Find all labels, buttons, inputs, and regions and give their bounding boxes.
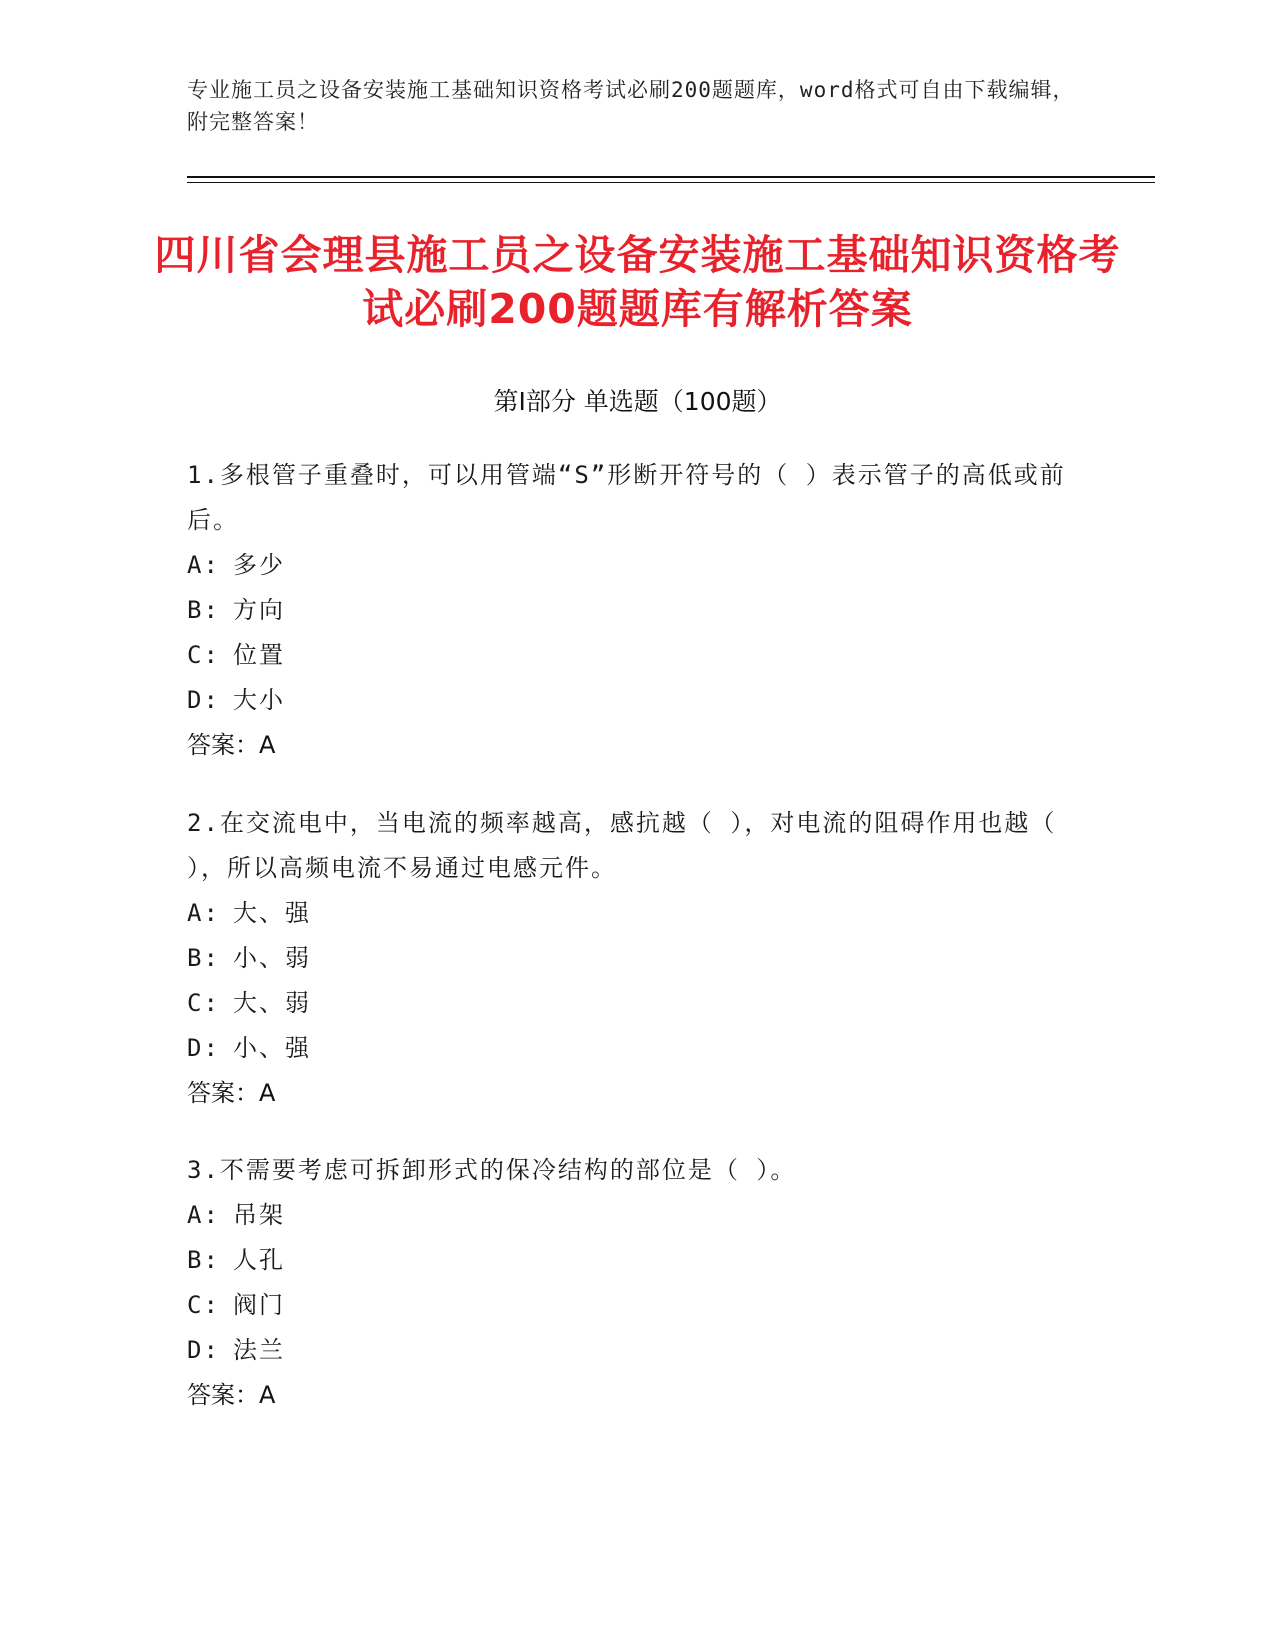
option-text: 大、强 — [233, 899, 311, 927]
option-a — [187, 891, 1087, 936]
option-text: 吊架 — [233, 1201, 285, 1229]
option-d — [187, 678, 1087, 723]
option-letter: B: — [187, 596, 220, 624]
option-letter: A: — [187, 899, 220, 927]
question-2 — [187, 801, 1087, 1116]
answer-line: 答案：A — [187, 1381, 276, 1409]
question-stem: 1.多根管子重叠时，可以用管端“S”形断开符号的（ ）表示管子的高低或前后。 — [187, 461, 1066, 534]
section-title: 第Ⅰ部分 单选题（100题） — [493, 387, 782, 416]
answer-line: 答案：A — [187, 1079, 276, 1107]
option-c — [187, 633, 1087, 678]
question-3 — [187, 1148, 1087, 1418]
option-text: 小、强 — [233, 1034, 311, 1062]
header-divider-thin — [187, 182, 1155, 183]
option-text: 位置 — [233, 641, 285, 669]
option-letter: C: — [187, 989, 220, 1017]
question-stem: 2.在交流电中，当电流的频率越高，感抗越（ ），对电流的阻碍作用也越（ ），所以高频电流不易通过电感元件。 — [187, 809, 1057, 882]
option-letter: C: — [187, 641, 220, 669]
option-d — [187, 1026, 1087, 1071]
option-letter: B: — [187, 944, 220, 972]
option-text: 大小 — [233, 686, 285, 714]
option-text: 方向 — [233, 596, 285, 624]
option-b — [187, 1238, 1087, 1283]
option-text: 多少 — [233, 551, 285, 579]
option-text: 小、弱 — [233, 944, 311, 972]
option-letter: C: — [187, 1291, 220, 1319]
option-c — [187, 1283, 1087, 1328]
header-note: 专业施工员之设备安装施工基础知识资格考试必刷200题题库，word格式可自由下载编辑，附完整答案！ — [187, 78, 1075, 134]
option-letter: A: — [187, 1201, 220, 1229]
option-letter: D: — [187, 1034, 220, 1062]
option-text: 阀门 — [233, 1291, 285, 1319]
option-letter: A: — [187, 551, 220, 579]
option-text: 法兰 — [233, 1336, 285, 1364]
option-b — [187, 588, 1087, 633]
question-stem: 3.不需要考虑可拆卸形式的保冷结构的部位是（ ）。 — [187, 1156, 797, 1184]
option-d — [187, 1328, 1087, 1373]
option-c — [187, 981, 1087, 1026]
option-text: 人孔 — [233, 1246, 285, 1274]
option-text: 大、弱 — [233, 989, 311, 1017]
option-a — [187, 1193, 1087, 1238]
option-letter: D: — [187, 1336, 220, 1364]
option-letter: D: — [187, 686, 220, 714]
answer-line: 答案：A — [187, 731, 276, 759]
option-b — [187, 936, 1087, 981]
header-divider-thick — [187, 176, 1155, 178]
option-a — [187, 543, 1087, 588]
option-letter: B: — [187, 1246, 220, 1274]
document-title: 四川省会理县施工员之设备安装施工基础知识资格考试必刷200题题库有解析答案 — [154, 231, 1121, 333]
question-1 — [187, 453, 1087, 768]
